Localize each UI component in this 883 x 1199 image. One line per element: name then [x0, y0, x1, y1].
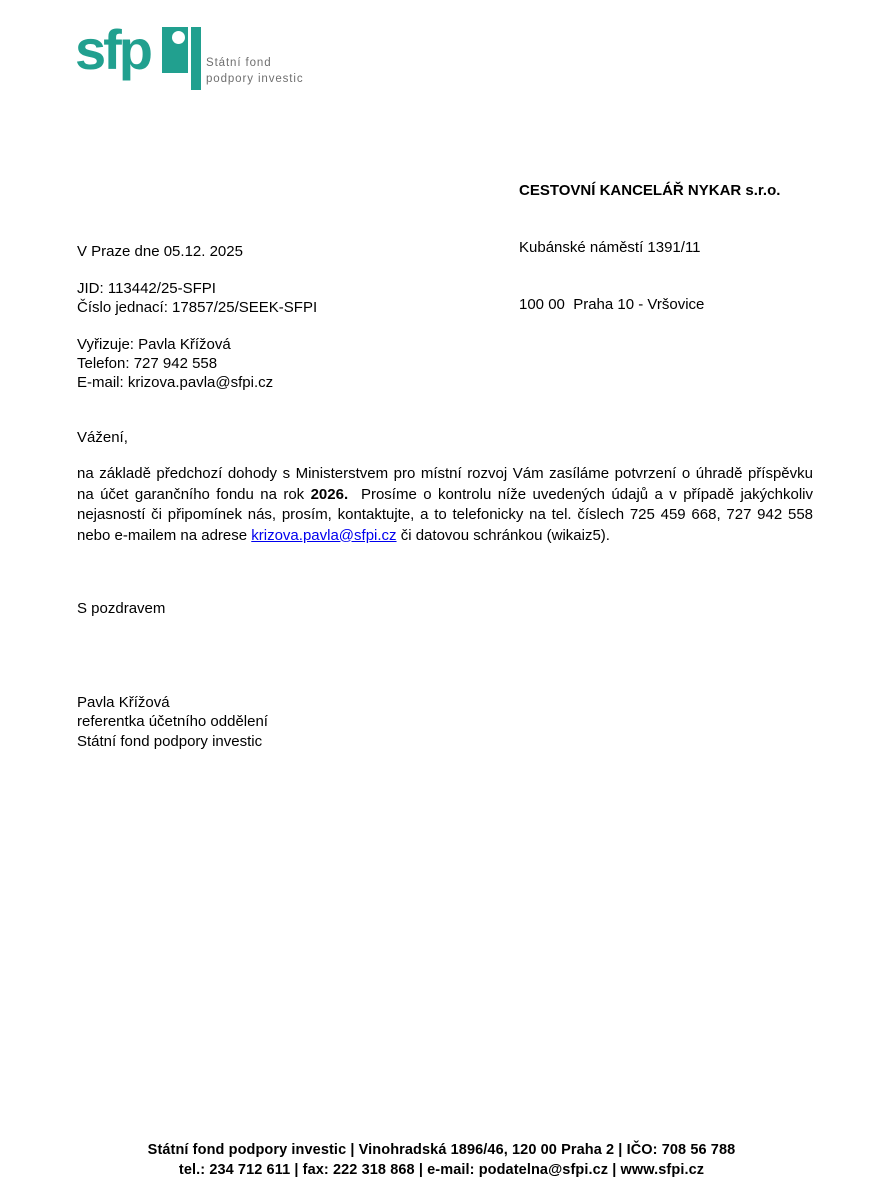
email-link[interactable]: krizova.pavla@sfpi.cz: [251, 526, 397, 544]
sfpi-logo-i-dot: [172, 31, 185, 44]
recipient-address-block: [519, 143, 780, 352]
ref-number-line: Číslo jednací: 17857/25/SEEK-SFPI: [77, 299, 318, 316]
email-line: E-mail: krizova.pavla@sfpi.cz: [77, 374, 274, 391]
handler-line: Vyřizuje: Pavla Křížová: [77, 336, 231, 353]
signature-block: [77, 693, 268, 751]
body-text-before: na základě předchozí dohody s Ministerstvem pro místní rozvoj Vám zasíláme potvrzení o úhradě příspěvku na účet garančního fondu na rok: [77, 465, 818, 503]
logo-tagline-line1: Státní fond: [206, 57, 272, 69]
closing-line: S pozdravem: [77, 600, 166, 617]
logo-tagline-line2: podpory investic: [206, 73, 304, 85]
signature-name: Pavla Křížová: [77, 694, 170, 711]
salutation: Vážení,: [77, 429, 128, 446]
phone-line: Telefon: 727 942 558: [77, 355, 218, 372]
sfpi-wordmark: sfp: [75, 18, 150, 81]
footer-line2: tel.: 234 712 611 | fax: 222 318 868 | e-mail: podatelna@sfpi.cz | www.sfpi.cz: [178, 1161, 705, 1178]
recipient-street: Kubánské náměstí 1391/11: [519, 239, 701, 256]
recipient-name: CESTOVNÍ KANCELÁŘ NYKAR s.r.o.: [519, 182, 781, 199]
date-line: V Praze dne 05.12. 2025: [77, 243, 243, 260]
letter-footer: [0, 1141, 883, 1180]
signature-role: referentka účetního oddělení: [77, 713, 268, 731]
contact-block: [77, 335, 273, 392]
reference-block: [77, 279, 317, 317]
sfpi-logo: [75, 18, 335, 94]
signature-organization: Státní fond podpory investic: [77, 732, 263, 750]
sfpi-logo-i-bar: [191, 27, 201, 90]
jid-line: JID: 113442/25-SFPI: [77, 280, 216, 297]
body-text-after: či datovou schránkou (wikaiz5).: [396, 526, 610, 544]
body-paragraph: [77, 464, 818, 546]
recipient-city: 100 00 Praha 10 - Vršovice: [519, 296, 705, 313]
body-year-bold: 2026.: [310, 485, 349, 503]
body-text-mid: Prosíme o kontrolu níže uvedených údajů a v případě jakýchkoliv nejasností či připomínek nás, prosím, kontaktujte, a to telefonicky na tel. číslech 725 459 668, 727 942 558 nebo e-mailem na adrese: [77, 485, 818, 544]
logo-tagline: [206, 55, 304, 87]
footer-line1: Státní fond podpory investic | Vinohradská 1896/46, 120 00 Praha 2 | IČO: 708 56 788: [147, 1142, 736, 1158]
